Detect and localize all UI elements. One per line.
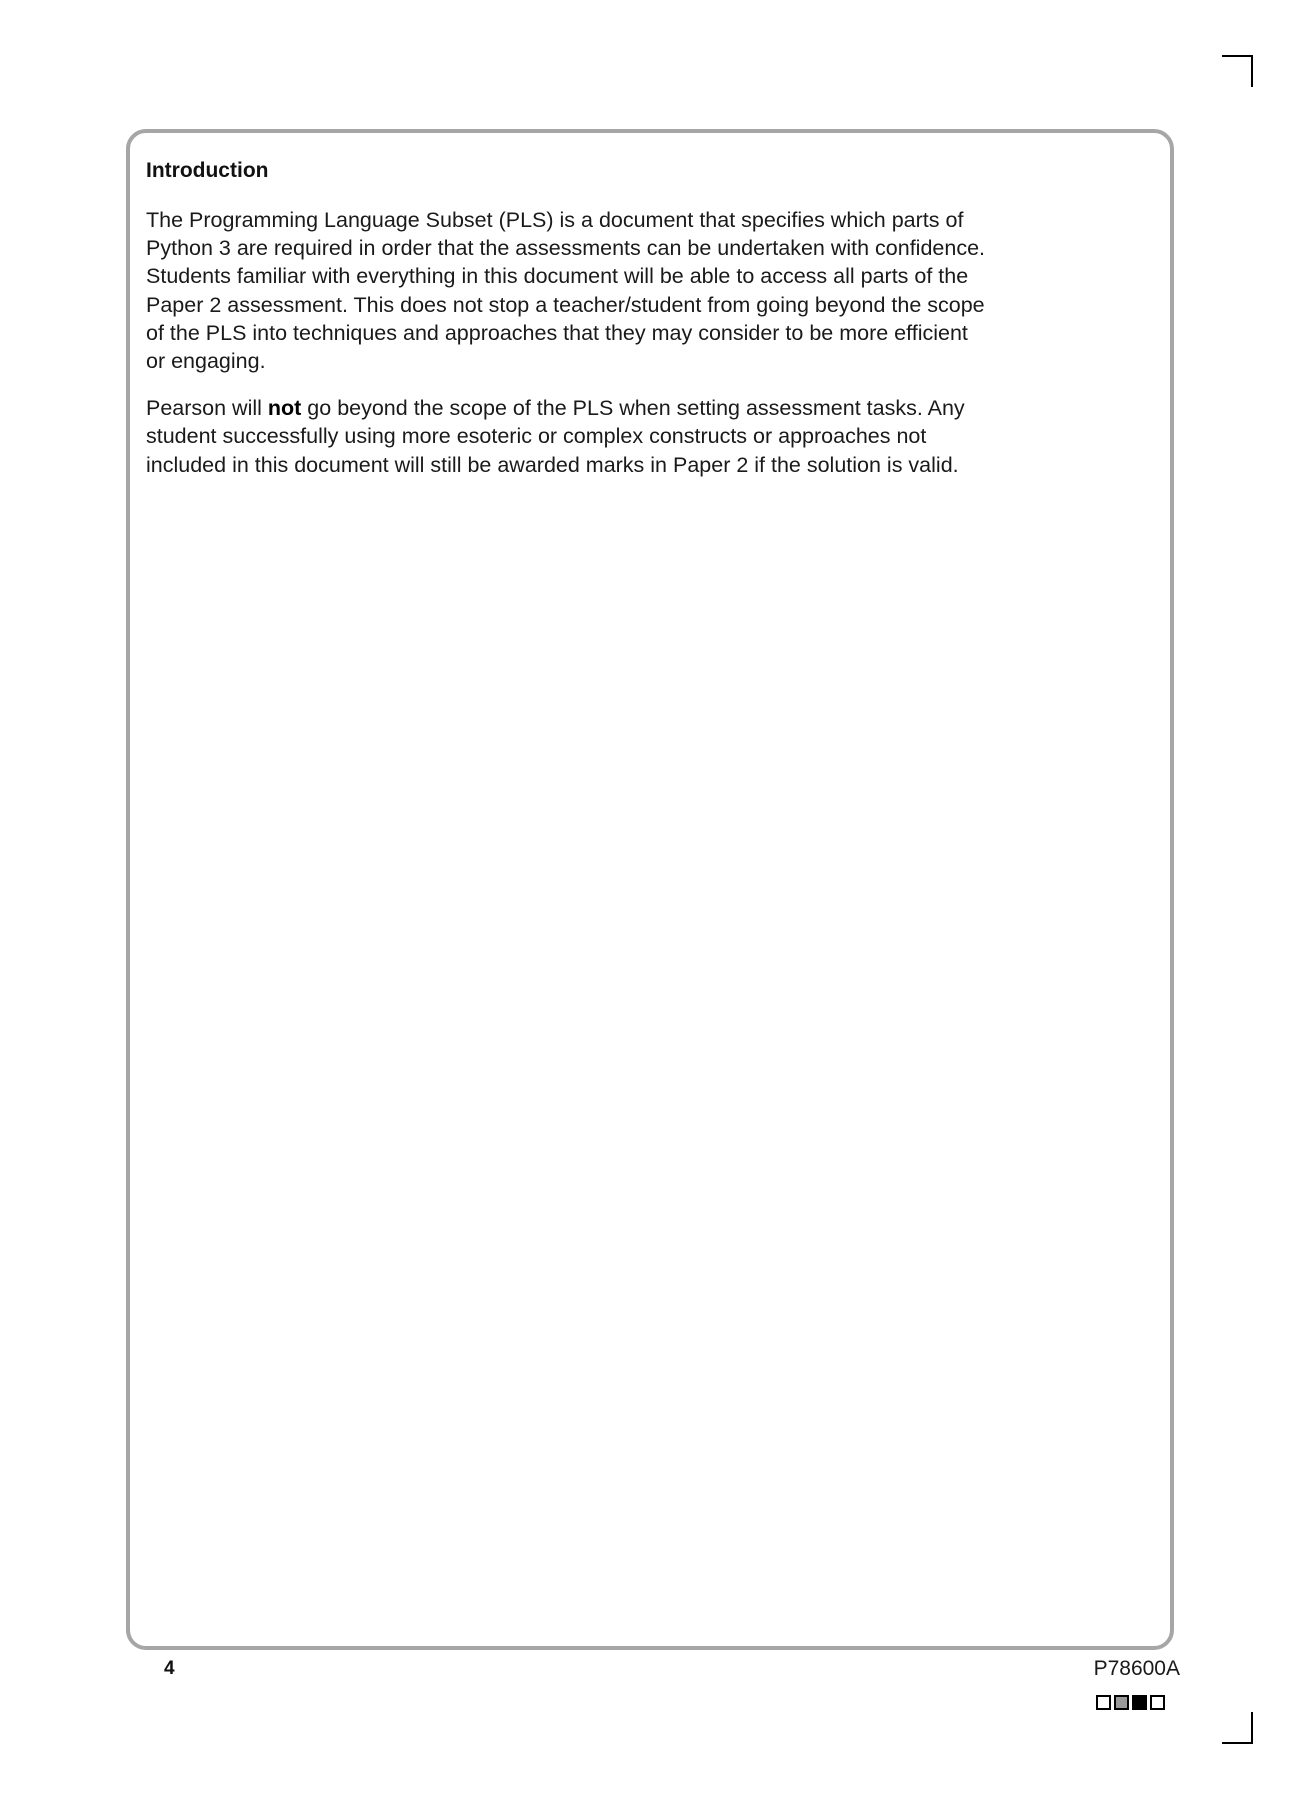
marker-square (1114, 1695, 1129, 1710)
paragraph-line: Students familiar with everything in this document will be able to access all parts of the (146, 264, 969, 289)
crop-mark-top-horizontal (1222, 55, 1252, 57)
paragraph-line: included in this document will still be awarded marks in Paper 2 if the solution is valid. (146, 452, 959, 477)
crop-mark-top-vertical (1251, 55, 1253, 87)
scope-paragraph (146, 394, 1154, 479)
marker-square (1132, 1695, 1147, 1710)
page-marker-squares (1096, 1695, 1165, 1710)
crop-mark-bottom-vertical (1251, 1712, 1253, 1744)
marker-square (1150, 1695, 1165, 1710)
marker-square (1096, 1695, 1111, 1710)
paragraph-line: or engaging. (146, 349, 266, 374)
content-panel (126, 129, 1174, 1650)
page-number: 4 (164, 1658, 175, 1679)
crop-mark-bottom-horizontal (1222, 1742, 1252, 1744)
paragraph-line: The Programming Language Subset (PLS) is a document that specifies which parts of (146, 208, 964, 232)
paragraph-line (146, 394, 1154, 422)
emphasis-text: not (267, 396, 302, 421)
paragraph-line: Python 3 are required in order that the assessments can be undertaken with confidence. (146, 236, 986, 261)
intro-paragraph (146, 206, 1154, 375)
paragraph-text: go beyond the scope of the PLS when setting assessment tasks. Any (301, 396, 965, 421)
section-heading: Introduction (146, 159, 269, 182)
paragraph-line: of the PLS into techniques and approaches that they may consider to be more efficient (146, 320, 968, 345)
document-code: P78600A (1093, 1657, 1180, 1680)
paragraph-line: Paper 2 assessment. This does not stop a teacher/student from going beyond the scope (146, 292, 985, 317)
paragraph-text: Pearson will (146, 396, 268, 421)
paragraph-line: student successfully using more esoteric or complex constructs or approaches not (146, 424, 927, 449)
